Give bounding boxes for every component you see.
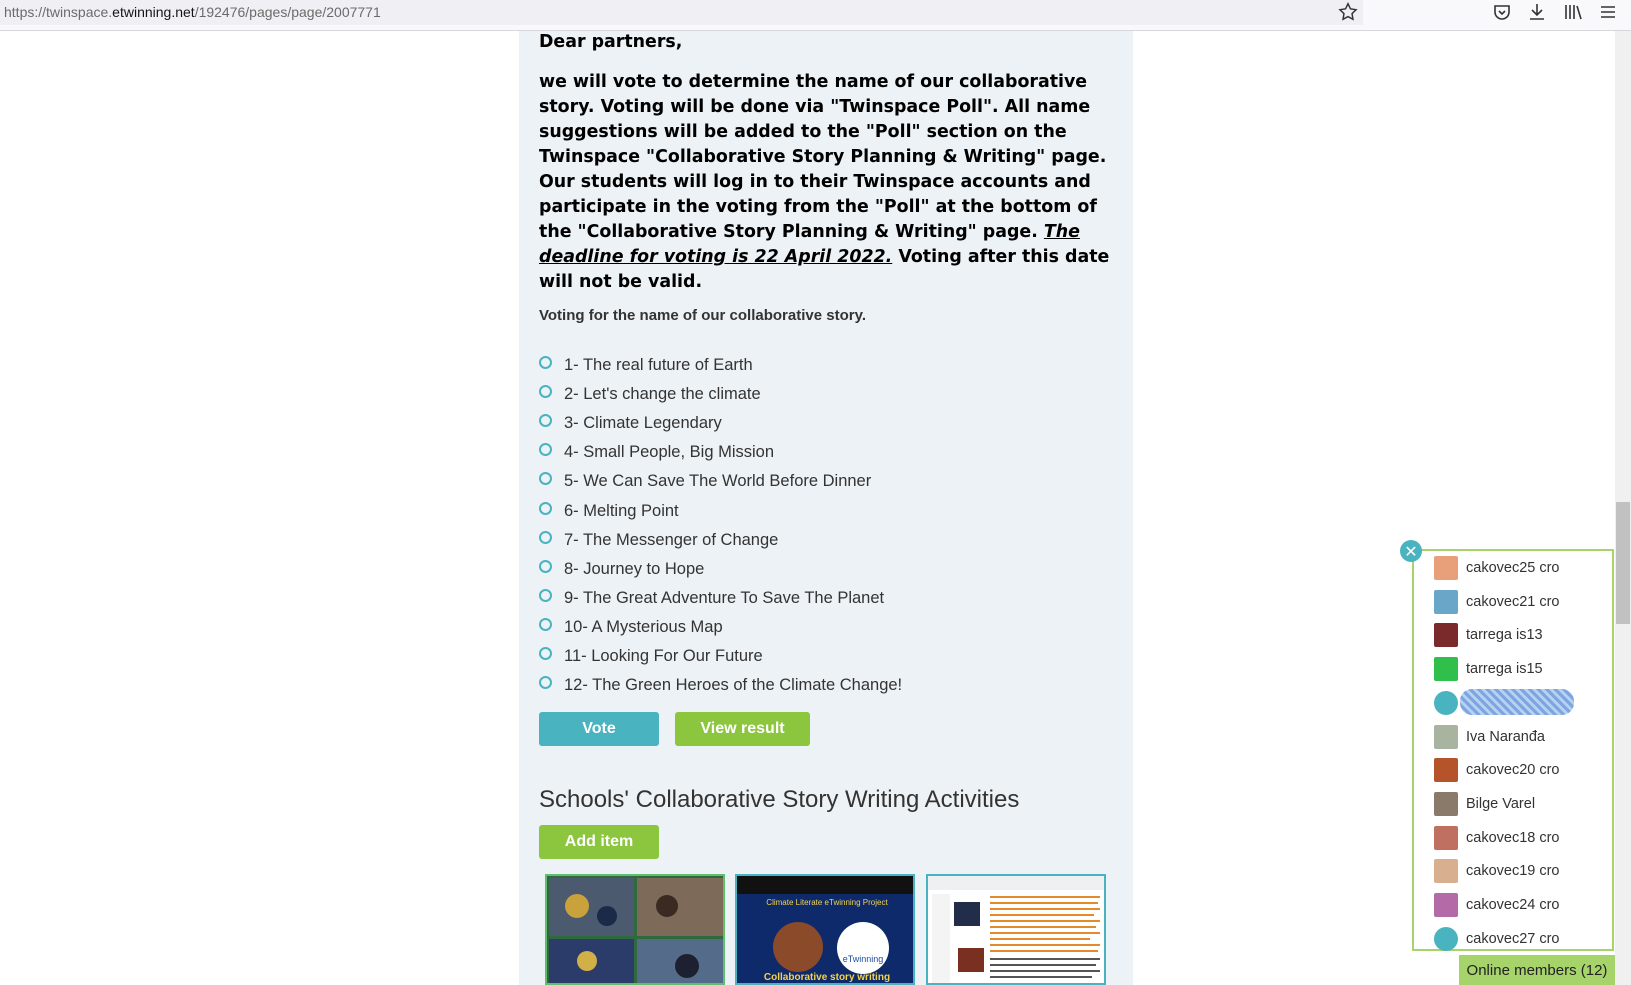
poll-option-label: 7- The Messenger of Change [564, 530, 779, 549]
member-item[interactable] [1434, 858, 1560, 884]
download-icon[interactable] [1527, 2, 1547, 22]
poll-option[interactable] [539, 555, 902, 584]
member-name: cakovec25 cro [1466, 560, 1560, 576]
poll-option-label: 5- We Can Save The World Before Dinner [564, 472, 872, 491]
member-name: Iva Naranđa [1466, 728, 1545, 745]
member-name: cakovec19 cro [1466, 863, 1560, 880]
member-name: tarrega is15 [1466, 661, 1543, 678]
avatar [1434, 859, 1458, 883]
vote-button[interactable]: Vote [539, 712, 659, 746]
online-members-tab[interactable]: Online members (12) [1459, 955, 1615, 985]
poll-option-label: 4- Small People, Big Mission [564, 443, 775, 462]
radio-button[interactable] [539, 589, 552, 602]
announcement-body: we will vote to determine the name of our collaborative story. Voting will be done via "Twinspace Poll". All name suggestions will be added to the "Poll" section on the Twinspace "Collaborative Story Planning & Writing" page. Our students will log in to their Twinspace accounts and participate in the voting from the "Poll" at the bottom of the "Collaborative Story Planning & Writing" page. The deadline for voting is 22 April 2022. Voting after this date will not be valid. [539, 72, 1110, 292]
member-item[interactable] [1434, 555, 1560, 581]
radio-button[interactable] [539, 647, 552, 660]
greeting: Dear partners, [539, 32, 683, 52]
poster-header [737, 876, 915, 894]
activity-thumbnail-document[interactable] [926, 874, 1106, 985]
poll-option-label: 3- Climate Legendary [564, 414, 722, 433]
member-item[interactable] [1434, 656, 1543, 682]
poll-option[interactable] [539, 409, 902, 438]
radio-button[interactable] [539, 676, 552, 689]
photo-collage-image [547, 876, 725, 985]
poster-title: Climate Literate eTwinning Project [766, 898, 888, 907]
radio-button[interactable] [539, 472, 552, 485]
member-name: cakovec24 cro [1466, 897, 1560, 913]
member-item[interactable] [1434, 757, 1560, 783]
section-title: Schools' Collaborative Story Writing Activities [539, 786, 1020, 813]
bookmark-star-icon[interactable] [1337, 1, 1359, 23]
radio-button[interactable] [539, 502, 552, 515]
member-name: Bilge Varel [1466, 795, 1536, 812]
poster-caption: Collaborative story writing [763, 972, 891, 983]
library-icon[interactable] [1563, 2, 1583, 22]
member-item[interactable] [1434, 589, 1560, 615]
radio-button[interactable] [539, 531, 552, 544]
etwinning-logo: eTwinning [837, 922, 889, 974]
member-name: cakovec20 cro [1466, 762, 1560, 779]
member-name: cakovec18 cro [1466, 829, 1560, 846]
poll-option[interactable] [539, 584, 902, 613]
avatar [1434, 758, 1458, 782]
poll-option[interactable] [539, 467, 902, 496]
member-item[interactable] [1434, 892, 1560, 918]
poll-option-label: 1- The real future of Earth [564, 356, 753, 375]
avatar [1434, 623, 1458, 647]
poll-question: Voting for the name of our collaborative story. [539, 307, 866, 324]
member-item[interactable] [1434, 926, 1560, 952]
member-item[interactable] [1434, 622, 1543, 648]
poll-option[interactable] [539, 438, 902, 467]
poll-option-label: 10- A Mysterious Map [564, 617, 723, 636]
radio-button[interactable] [539, 443, 552, 456]
avatar [1434, 927, 1458, 951]
deadline-text: The deadline for voting is 22 April 2022. [539, 222, 1080, 267]
url-text[interactable]: https://twinspace.etwinning.net/192476/pages/page/2007771 [4, 4, 381, 20]
member-name: cakovec21 cro [1466, 593, 1560, 610]
poster-globe-image [773, 922, 823, 972]
close-icon[interactable]: ✕ [1400, 540, 1422, 562]
radio-button[interactable] [539, 618, 552, 631]
poll-option[interactable] [539, 613, 902, 642]
member-item[interactable] [1434, 724, 1545, 750]
browser-toolbar [0, 0, 1631, 31]
add-item-button[interactable]: Add item [539, 825, 659, 859]
document-preview-image [928, 876, 1106, 985]
activity-thumbnail-photos[interactable] [545, 874, 725, 985]
member-item[interactable] [1434, 791, 1535, 817]
online-members-panel [1412, 549, 1614, 951]
member-name: tarrega is13 [1466, 627, 1543, 644]
poll-option[interactable] [539, 526, 902, 555]
avatar [1434, 826, 1458, 850]
poll-option[interactable] [539, 351, 902, 380]
activity-thumbnail-poster[interactable] [735, 874, 915, 985]
member-name: cakovec27 cro [1466, 930, 1560, 947]
avatar [1434, 556, 1458, 580]
address-bar[interactable] [0, 0, 1363, 25]
poll-option[interactable] [539, 380, 902, 409]
poll-option[interactable] [539, 642, 902, 671]
poll-option[interactable] [539, 496, 902, 525]
menu-icon[interactable] [1598, 2, 1618, 22]
pocket-icon[interactable] [1492, 2, 1512, 22]
avatar [1434, 893, 1458, 917]
avatar [1434, 691, 1458, 715]
poll-option[interactable] [539, 671, 902, 700]
avatar [1434, 792, 1458, 816]
radio-button[interactable] [539, 385, 552, 398]
member-item[interactable] [1434, 825, 1560, 851]
poll-option-label: 2- Let's change the climate [564, 385, 761, 404]
poll-options [539, 351, 902, 700]
radio-button[interactable] [539, 414, 552, 427]
radio-button[interactable] [539, 356, 552, 369]
avatar [1434, 657, 1458, 681]
scrollbar-thumb[interactable] [1616, 502, 1630, 624]
announcement-text [539, 30, 1119, 295]
radio-button[interactable] [539, 560, 552, 573]
avatar [1434, 725, 1458, 749]
poll-option-label: 11- Looking For Our Future [564, 646, 763, 665]
redacted-member-name [1460, 689, 1574, 715]
poll-option-label: 6- Melting Point [564, 501, 679, 520]
poll-option-label: 8- Journey to Hope [564, 559, 705, 578]
poll-option-label: 12- The Green Heroes of the Climate Change! [564, 676, 903, 695]
poll-option-label: 9- The Great Adventure To Save The Planet [564, 588, 885, 607]
avatar [1434, 590, 1458, 614]
view-result-button[interactable]: View result [675, 712, 810, 746]
